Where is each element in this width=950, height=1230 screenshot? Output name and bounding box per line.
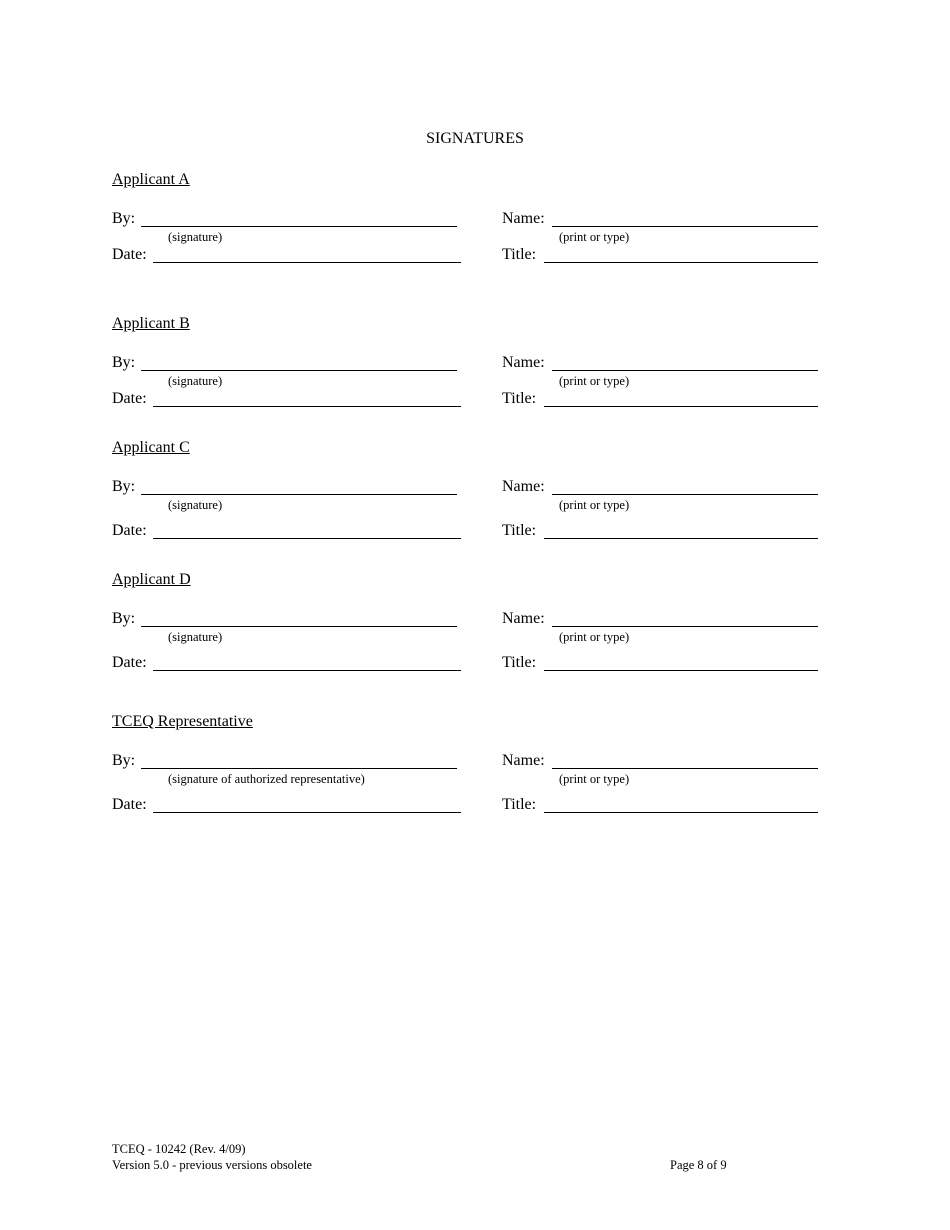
title-line[interactable] [544,538,818,539]
date-label: Date: [112,246,147,263]
title-line[interactable] [544,262,818,263]
date-label: Date: [112,522,147,539]
date-label: Date: [112,654,147,671]
name-label: Name: [502,354,545,371]
by-label: By: [112,610,136,627]
name-line[interactable] [552,370,818,371]
title-label: Title: [502,522,537,539]
name-line[interactable] [552,768,818,769]
name-caption: (print or type) [559,772,630,786]
signature-line[interactable] [141,626,457,627]
section-heading-applicant-d: Applicant D [112,571,191,588]
by-label: By: [112,210,136,227]
name-line[interactable] [552,626,818,627]
title-line[interactable] [544,406,818,407]
name-caption: (print or type) [559,230,630,244]
name-label: Name: [502,210,545,227]
title-line[interactable] [544,812,818,813]
date-label: Date: [112,796,147,813]
footer-page-number: Page 8 of 9 [670,1158,727,1172]
name-line[interactable] [552,226,818,227]
signature-line[interactable] [141,494,457,495]
title-label: Title: [502,796,537,813]
by-label: By: [112,752,136,769]
section-heading-applicant-b: Applicant B [112,315,190,332]
signature-line[interactable] [141,370,457,371]
name-line[interactable] [552,494,818,495]
name-caption: (print or type) [559,498,630,512]
page-title: SIGNATURES [426,130,524,147]
signature-line[interactable] [141,768,457,769]
section-heading-applicant-c: Applicant C [112,439,190,456]
by-label: By: [112,354,136,371]
date-line[interactable] [153,538,461,539]
date-label: Date: [112,390,147,407]
name-label: Name: [502,752,545,769]
signature-caption: (signature) [168,374,223,388]
title-line[interactable] [544,670,818,671]
footer-form-id: TCEQ - 10242 (Rev. 4/09) [112,1142,246,1156]
date-line[interactable] [153,670,461,671]
signature-caption: (signature) [168,630,223,644]
signature-caption: (signature) [168,230,223,244]
signature-caption: (signature of authorized representative) [168,772,365,786]
signature-line[interactable] [141,226,457,227]
title-label: Title: [502,654,537,671]
title-label: Title: [502,246,537,263]
name-caption: (print or type) [559,374,630,388]
signature-caption: (signature) [168,498,223,512]
date-line[interactable] [153,812,461,813]
name-caption: (print or type) [559,630,630,644]
title-label: Title: [502,390,537,407]
footer-version: Version 5.0 - previous versions obsolete [112,1158,312,1172]
name-label: Name: [502,610,545,627]
section-heading-tceq-representative: TCEQ Representative [112,713,253,730]
section-heading-applicant-a: Applicant A [112,171,190,188]
date-line[interactable] [153,406,461,407]
by-label: By: [112,478,136,495]
date-line[interactable] [153,262,461,263]
name-label: Name: [502,478,545,495]
